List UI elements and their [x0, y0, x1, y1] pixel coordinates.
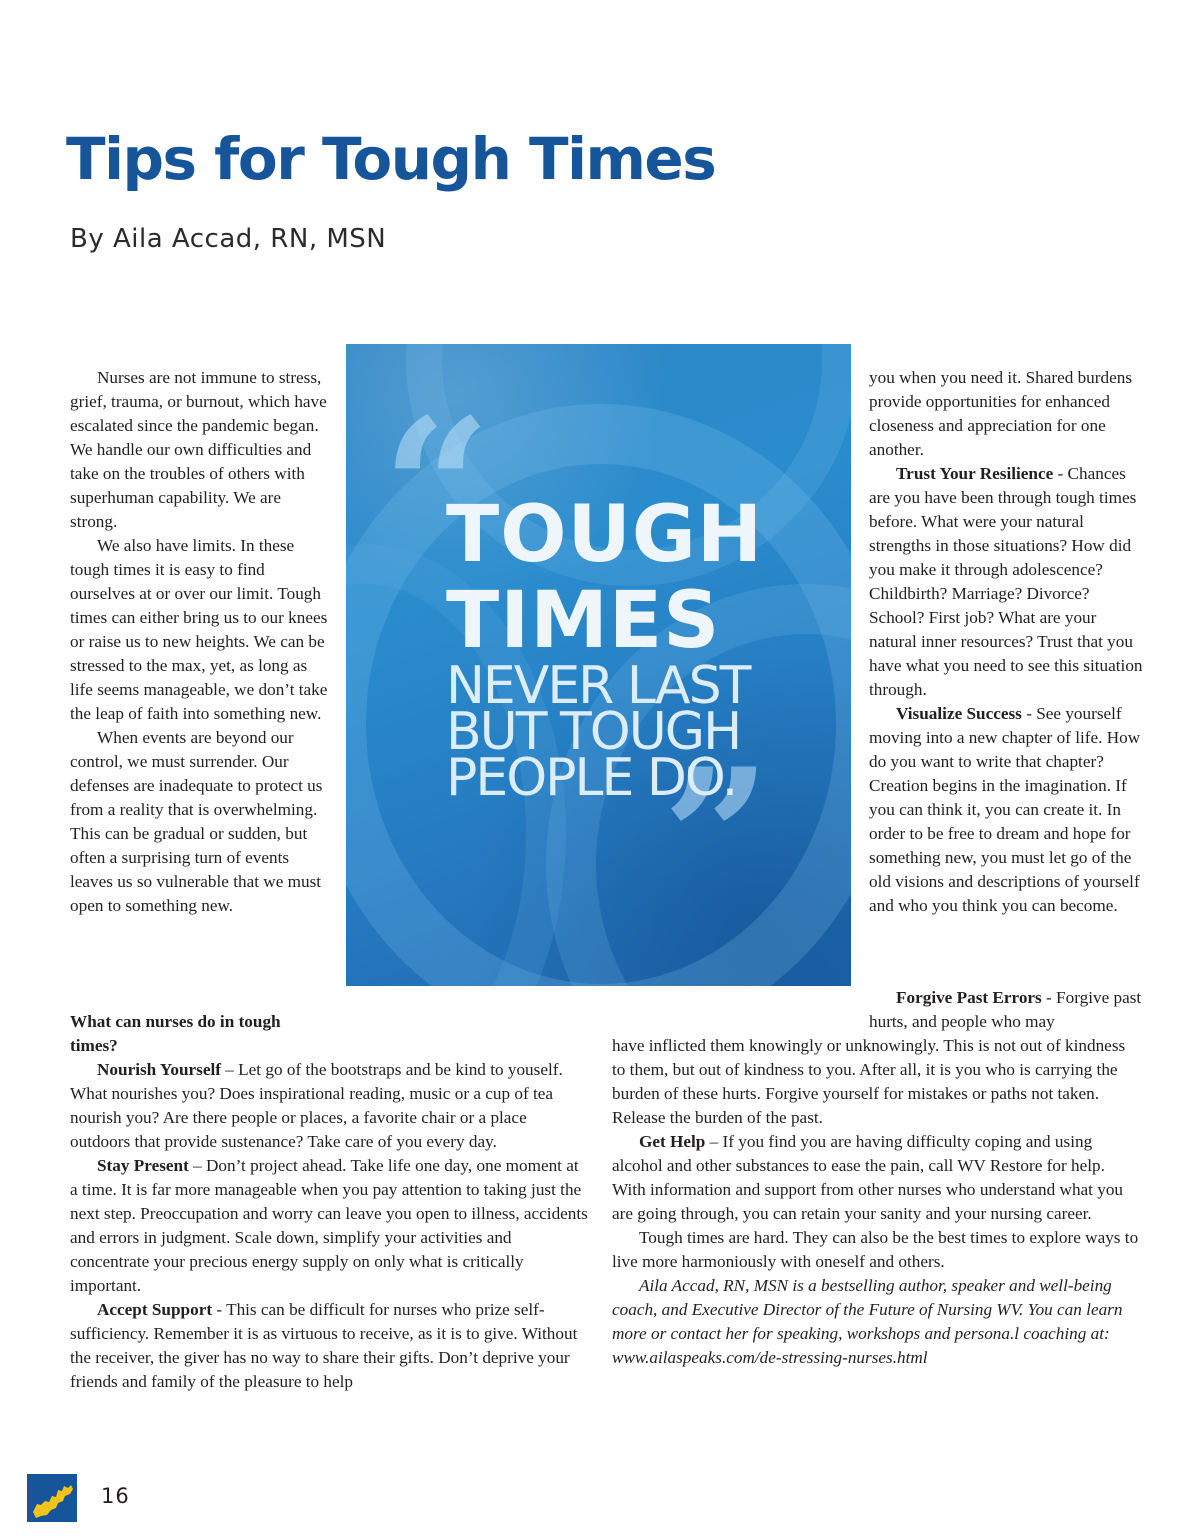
close-quote-icon: ” [662, 727, 772, 950]
author-bio: Aila Accad, RN, MSN is a bestselling author, speaker and well-being coach, and Executive Director of the Future of Nursing WV. You can learn more or contact her for speaking, workshops and persona.l coaching at: www.ailaspeaks.com/de-stressing-nurses.html [612, 1276, 1123, 1367]
tough-times-quote-image [346, 344, 851, 986]
paragraph: you when you need it. Shared burdens provide opportunities for enhanced closeness and appreciation for one another. [869, 368, 1133, 459]
tip-visualize-success: Visualize Success - See yourself moving into a new chapter of life. How do you want to write that chapter? Creation begins in the imagination. If you can think it, you can create it. In order to be free to dream and hope for something new, you must let go of the old visions and descriptions of yourself and who you think you can become. [869, 704, 1141, 915]
tip-accept-support: Accept Support - This can be difficult for nurses who prize self-sufficiency. Remember it is as virtuous to receive, as it is to give. Without the receiver, the giver has no way to share their gifts. Don’t deprive your friends and family of the pleasure to help [70, 1300, 578, 1391]
article-column-3 [869, 366, 1144, 918]
poster-line: TIMES [446, 576, 721, 666]
paragraph: We also have limits. In these tough times it is easy to find ourselves at or over our limit. Tough times can either bring us to our knees or raise us to new heights. We can be stressed to the max, yet, as long as life seems manageable, we don’t take the leap of faith into something new. [70, 536, 328, 723]
article-title: Tips for Tough Times [66, 125, 716, 193]
tip-trust-resilience: Trust Your Resilience - Chances are you have been through tough times before. What were your natural strengths in those situations? How did you make it through adolescence? Childbirth? Marriage? Divorce? School? First job? What are your natural inner resources? Trust that you have what you need to see this situation through. [869, 464, 1143, 699]
article-column-4 [612, 1034, 1142, 1370]
poster-line: NEVER LAST [446, 656, 750, 716]
section-heading: What can nurses do in tough times? [70, 1012, 281, 1055]
section-question [70, 1010, 310, 1058]
tip-stay-present: Stay Present – Don’t project ahead. Take life one day, one moment at a time. It is far more manageable when you pay attention to taking just the next step. Preoccupation and worry can leave you open to illness, accidents and errors in judgment. Scale down, simplify your activities and concentrate your precious energy supply on only what is critically important. [70, 1156, 588, 1295]
closing-paragraph: Tough times are hard. They can also be the best times to explore ways to live more harmoniously with oneself and others. [612, 1228, 1139, 1271]
article-column-1 [70, 366, 332, 918]
tip-forgive-past-errors: Forgive Past Errors - Forgive past hurts, and people who may [869, 988, 1142, 1031]
poster-line: BUT TOUGH [446, 702, 741, 762]
poster-line: TOUGH [446, 490, 764, 580]
tip-get-help: Get Help – If you find you are having difficulty coping and using alcohol and other substances to ease the pain, call WV Restore for help. With information and support from other nurses who understand what you are going through, you can retain your sanity and your nursing career. [612, 1132, 1124, 1223]
paragraph: have inflicted them knowingly or unknowingly. This is not out of kindness to them, but out of kindness to you. After all, it is you who is carrying the burden of these hurts. Forgive yourself for mistakes or paths not taken. Release the burden of the past. [612, 1036, 1126, 1127]
paragraph: When events are beyond our control, we must surrender. Our defenses are inadequate to protect us from a reality that is overwhelming. This can be gradual or sudden, but often a surprising turn of events leaves us so vulnerable that we must open to something new. [70, 728, 323, 915]
poster-line: PEOPLE DO. [446, 748, 737, 808]
page-number: 16 [101, 1484, 130, 1508]
paragraph: Nurses are not immune to stress, grief, trauma, or burnout, which have escalated since the pandemic began. We handle our own difficulties and take on the troubles of others with superhuman capability. We are strong. [70, 368, 327, 531]
west-virginia-icon [27, 1474, 77, 1522]
byline: By Aila Accad, RN, MSN [70, 224, 387, 254]
open-quote-icon: “ [382, 377, 492, 600]
tip-nourish: Nourish Yourself – Let go of the bootstraps and be kind to youself. What nourishes you? Does inspirational reading, music or a cup of tea nourish you? Are there people or places, a favorite chair or a place outdoors that provide sustenance? Take care of you every day. [70, 1060, 563, 1151]
article-column-2 [70, 1058, 590, 1394]
